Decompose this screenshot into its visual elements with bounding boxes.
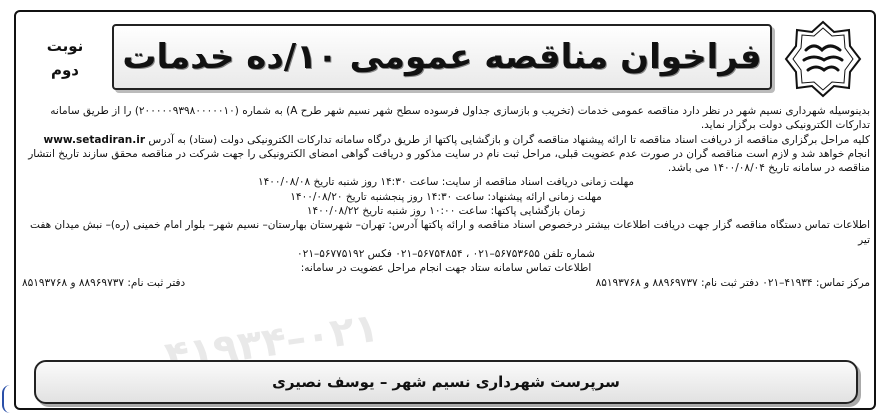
- opening-time: زمان بازگشایی پاکتها: ساعت ۱۰:۰۰ روز شنبه تاریخ ۱۴۰۰/۰۸/۲۲: [306, 205, 586, 218]
- header: [20, 16, 872, 102]
- notice-label: نوبت: [46, 37, 84, 55]
- notice-round: [26, 34, 104, 82]
- watermark: ۴۱۹۳۴–۰۲۱: [161, 304, 382, 381]
- registration-office-left: دفتر ثبت نام: ۸۸۹۶۹۷۳۷ و ۸۵۱۹۳۷۶۸: [22, 276, 186, 289]
- deadline-documents: مهلت زمانی دریافت اسناد مناقصه از سایت: ساعت ۱۴:۳۰ روز شنبه تاریخ ۱۴۰۰/۰۸/۰۸: [257, 176, 635, 189]
- edge-bracket-mark: [2, 385, 12, 413]
- signature-text: سرپرست شهرداری نسیم شهر – یوسف نصیری: [272, 373, 620, 391]
- paragraph-intro: بدینوسیله شهرداری نسیم شهر در نظر دارد مناقصه عمومی خدمات (تخریب و بازسازی جداول فرسوده سطح شهر نسیم شهر طرح A) به شماره (۲۰۰۰۰۰۹۳۹۸۰۰۰۰۰۱۰) را از طریق سامانه تدارکات الکترونیکی دولت برگزار نماید.: [50, 105, 870, 132]
- notice-number: دوم: [50, 61, 79, 79]
- procedure-text-after: انجام خواهد شد و لازم است مناقصه گران در صورت عدم عضویت قبلی، مراحل ثبت نام در سایت مذکور و دریافت گواهی امضای الکترونیکی را جهت شرکت در مناقصه محقق سازند تاریخ انتشار مناقصه در سامانه تاریخ ۱۴۰۰/۰۸/۰۴ می باشد.: [28, 147, 870, 175]
- page-title: فراخوان مناقصه عمومی ۱۰/ده خدمات: [122, 37, 762, 77]
- setad-contact-title: اطلاعات تماس سامانه ستاد جهت انجام مراحل عضویت در سامانه:: [300, 262, 592, 275]
- contact-address: اطلاعات تماس دستگاه مناقصه گزار جهت دریافت اطلاعات بیشتر درخصوص اسناد مناقصه و ارائه پاکتها آدرس: تهران– شهرستان بهارستان– نسیم شهر– بلوار امام خمینی (ره)– نبش میدان هفت تیر: [30, 219, 870, 246]
- phone-numbers: شماره تلفن ۵۶۷۵۳۶۵۵–۰۲۱ ، ۵۶۷۵۴۸۵۴–۰۲۱ فکس ۵۶۷۷۵۱۹۲–۰۲۱: [297, 247, 595, 260]
- setad-contact-row: [22, 276, 870, 290]
- title-banner: [112, 24, 772, 90]
- paragraph-procedure: [22, 133, 870, 176]
- deadline-proposals: مهلت زمانی ارائه پیشنهاد: ساعت ۱۴:۳۰ روز پنجشنبه تاریخ ۱۴۰۰/۰۸/۲۰: [290, 190, 602, 203]
- support-center-right: مرکز تماس: ۴۱۹۳۴–۰۲۱ دفتر ثبت نام: ۸۸۹۶۹۷۳۷ و ۸۵۱۹۳۷۶۸: [595, 276, 870, 289]
- procedure-text-before: کلیه مراحل برگزاری مناقصه از دریافت اسناد مناقصه تا ارائه پیشنهاد مناقصه گران و بازگشایی پاکتها از طریق درگاه سامانه تدارکات الکترونیکی دولت (ستاد) به آدرس: [148, 133, 870, 146]
- notice-frame: [14, 10, 876, 410]
- setad-website-link[interactable]: www.setadiran.ir: [43, 133, 146, 146]
- signature-banner: [34, 360, 858, 404]
- tender-body: [22, 104, 870, 290]
- municipality-logo: [784, 20, 862, 98]
